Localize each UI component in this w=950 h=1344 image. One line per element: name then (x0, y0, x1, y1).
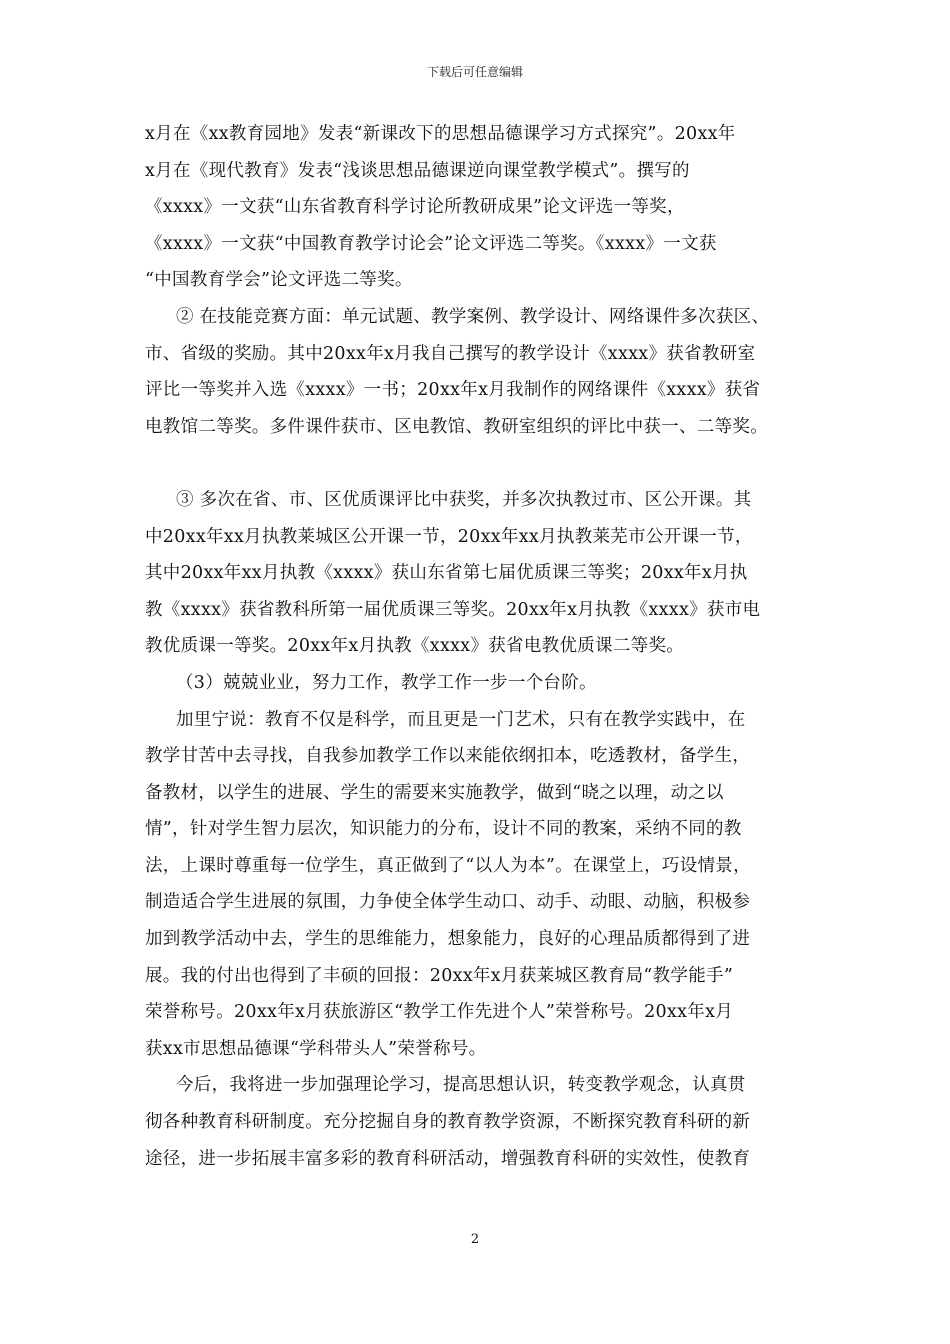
body-line: ② 在技能竞赛方面：单元试题、教学案例、教学设计、网络课件多次获区、 (176, 306, 770, 327)
page-header: 下载后可任意编辑 (426, 65, 523, 79)
body-line: 教《xxxx》获省教科所第一届优质课三等奖。20xx年x月执教《xxxx》获市电 (145, 599, 761, 620)
body-line: 《xxxx》一文获“山东省教育科学讨论所教研成果”论文评选一等奖， (145, 197, 685, 218)
body-line: 教学甘苦中去寻找，自我参加教学工作以来能依纲扣本，吃透教材，备学生， (145, 746, 751, 767)
body-line: 今后，我将进一步加强理论学习，提高思想认识，转变教学观念，认真贯 (176, 1075, 746, 1096)
page-number: 2 (470, 1232, 480, 1247)
body-line: 备教材，以学生的进展、学生的需要来实施教学，做到“晓之以理，动之以 (145, 782, 724, 803)
body-line: 其中20xx年xx月执教《xxxx》获山东省第七届优质课三等奖；20xx年x月执 (145, 563, 748, 584)
body-line: 中20xx年xx月执教莱城区公开课一节，20xx年xx月执教莱芜市公开课一节， (145, 526, 753, 547)
body-line: 《xxxx》一文获“中国教育教学讨论会”论文评选二等奖。《xxxx》一文获 (145, 233, 717, 254)
body-line: “中国教育学会”论文评选二等奖。 (145, 270, 413, 291)
body-line: （3）兢兢业业，努力工作，教学工作一步一个台阶。 (176, 672, 597, 693)
body-line: 情”，针对学生智力层次，知识能力的分布，设计不同的教案，采纳不同的教 (145, 819, 742, 840)
body-line: 电教馆二等奖。多件课件获市、区电教馆、教研室组织的评比中获一、二等奖。 (145, 416, 768, 437)
body-line: 获xx市思想品德课“学科带头人”荣誉称号。 (145, 1038, 487, 1059)
body-line: ③ 多次在省、市、区优质课评比中获奖，并多次执教过市、区公开课。其 (176, 489, 752, 510)
body-line: 加到教学活动中去，学生的思维能力，想象能力，良好的心理品质都得到了进 (145, 929, 751, 950)
body-line: 加里宁说：教育不仅是科学，而且更是一门艺术，只有在教学实践中，在 (176, 709, 746, 730)
body-line: 展。我的付出也得到了丰硕的回报：20xx年x月获莱城区教育局“教学能手” (145, 965, 734, 986)
body-line: 彻各种教育科研制度。充分挖掘自身的教育教学资源，不断探究教育科研的新 (145, 1112, 751, 1133)
body-line: 教优质课一等奖。20xx年x月执教《xxxx》获省电教优质课二等奖。 (145, 636, 685, 657)
body-line: 法，上课时尊重每一位学生，真正做到了“以人为本”。在课堂上，巧设情景， (145, 855, 751, 876)
body-line: x月在《xx教育园地》发表“新课改下的思想品德课学习方式探究”。20xx年 (145, 124, 736, 144)
body-line: x月在《现代教育》发表“浅谈思想品德课逆向课堂教学模式”。撰写的 (145, 160, 690, 181)
document-body (145, 116, 810, 1177)
body-line: 市、省级的奖励。其中20xx年x月我自己撰写的教学设计《xxxx》获省教研室 (145, 343, 756, 364)
body-line: 制造适合学生进展的氛围，力争使全体学生动口、动手、动眼、动脑，积极参 (145, 892, 751, 913)
body-line: 荣誉称号。20xx年x月获旅游区“教学工作先进个人”荣誉称号。20xx年x月 (145, 1002, 734, 1023)
body-line: 评比一等奖并入选《xxxx》一书；20xx年x月我制作的网络课件《xxxx》获省 (145, 380, 761, 401)
body-line (145, 445, 810, 482)
body-line: 途径，进一步拓展丰富多彩的教育科研活动，增强教育科研的实效性，使教育 (145, 1148, 751, 1169)
